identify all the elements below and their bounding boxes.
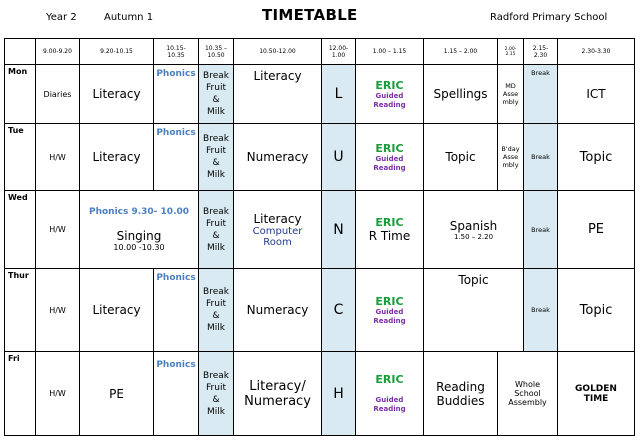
- time-slot: 10.50-12.00: [234, 39, 322, 65]
- time-slot: 12.00- 1.00: [322, 39, 356, 65]
- day-label: Fri: [5, 352, 36, 436]
- lesson-cell: Literacy: [80, 65, 154, 124]
- row-wednesday: [5, 191, 635, 269]
- row-thursday: [5, 269, 635, 352]
- lunch-letter: H: [322, 352, 356, 436]
- year-label: Year 2: [46, 12, 77, 23]
- lesson-cell: Numeracy: [234, 124, 322, 191]
- school-name: Radford Primary School: [490, 12, 608, 23]
- lesson-cell: Literacy: [80, 124, 154, 191]
- time-slot: 2.15- 2.30: [524, 39, 558, 65]
- row-friday: [5, 352, 635, 436]
- lesson-cell: Reading Buddies: [424, 352, 498, 436]
- corner-cell: [5, 39, 36, 65]
- lesson-cell: PE: [80, 352, 154, 436]
- lunch-letter: C: [322, 269, 356, 352]
- phonics-cell: Phonics: [154, 352, 199, 436]
- timetable-grid: [4, 38, 635, 436]
- lesson-cell: Literacy/ Numeracy: [234, 352, 322, 436]
- lesson-cell: Literacy: [234, 65, 322, 124]
- term-label: Autumn 1: [104, 12, 154, 23]
- topic-cell: Topic: [424, 269, 524, 352]
- lesson-cell: Literacy: [80, 269, 154, 352]
- break-cell: Break Fruit & Milk: [199, 124, 234, 191]
- lesson-cell: H/W: [36, 124, 80, 191]
- lunch-letter: U: [322, 124, 356, 191]
- lesson-cell: H/W: [36, 191, 80, 269]
- time-slot: 2.30-3.30: [558, 39, 635, 65]
- lesson-cell: Literacy Computer Room: [234, 191, 322, 269]
- time-slot: 1.15 – 2.00: [424, 39, 498, 65]
- lesson-cell: Numeracy: [234, 269, 322, 352]
- phonics-cell: Phonics: [154, 65, 199, 124]
- lesson-cell: Topic: [424, 124, 498, 191]
- lesson-cell: Spellings: [424, 65, 498, 124]
- assembly-cell: Whole School Assembly: [498, 352, 558, 436]
- lesson-cell: Topic: [558, 269, 635, 352]
- row-monday: [5, 65, 635, 124]
- eric-cell: ERIC Guided Reading: [356, 269, 424, 352]
- phonics-singing-cell: Phonics 9.30- 10.00 Singing 10.00 -10.30: [80, 191, 199, 269]
- afternoon-break-cell: Break: [524, 124, 558, 191]
- phonics-cell: Phonics: [154, 269, 199, 352]
- time-slot: 10.15- 10.35: [154, 39, 199, 65]
- lesson-cell: Diaries: [36, 65, 80, 124]
- lesson-cell: H/W: [36, 352, 80, 436]
- afternoon-break-cell: Break: [524, 191, 558, 269]
- eric-cell: ERIC Guided Reading: [356, 352, 424, 436]
- lesson-cell: Topic: [558, 124, 635, 191]
- golden-time-cell: GOLDEN TIME: [558, 352, 635, 436]
- afternoon-break-cell: Break: [524, 65, 558, 124]
- time-slot: 2.00- 2.15: [498, 39, 524, 65]
- break-cell: Break Fruit & Milk: [199, 269, 234, 352]
- assembly-cell: MD Asse mbly: [498, 65, 524, 124]
- day-label: Wed: [5, 191, 36, 269]
- day-label: Thur: [5, 269, 36, 352]
- day-label: Mon: [5, 65, 36, 124]
- lesson-cell: ICT: [558, 65, 635, 124]
- assembly-cell: B'day Asse mbly: [498, 124, 524, 191]
- spanish-cell: Spanish 1.50 – 2.20: [424, 191, 524, 269]
- lunch-letter: L: [322, 65, 356, 124]
- phonics-cell: Phonics: [154, 124, 199, 191]
- time-slot: 1.00 – 1.15: [356, 39, 424, 65]
- lesson-cell: PE: [558, 191, 635, 269]
- eric-cell: ERIC Guided Reading: [356, 124, 424, 191]
- time-slot: 9.20-10.15: [80, 39, 154, 65]
- time-slot: 10.35 – 10.50: [199, 39, 234, 65]
- eric-cell: ERIC Guided Reading: [356, 65, 424, 124]
- day-label: Tue: [5, 124, 36, 191]
- break-cell: Break Fruit & Milk: [199, 352, 234, 436]
- page-title: TIMETABLE: [262, 6, 358, 24]
- lunch-letter: N: [322, 191, 356, 269]
- time-header-row: [5, 39, 635, 65]
- break-cell: Break Fruit & Milk: [199, 65, 234, 124]
- lesson-cell: H/W: [36, 269, 80, 352]
- row-tuesday: [5, 124, 635, 191]
- time-slot: 9.00-9.20: [36, 39, 80, 65]
- eric-cell: ERIC R Time: [356, 191, 424, 269]
- afternoon-break-cell: Break: [524, 269, 558, 352]
- break-cell: Break Fruit & Milk: [199, 191, 234, 269]
